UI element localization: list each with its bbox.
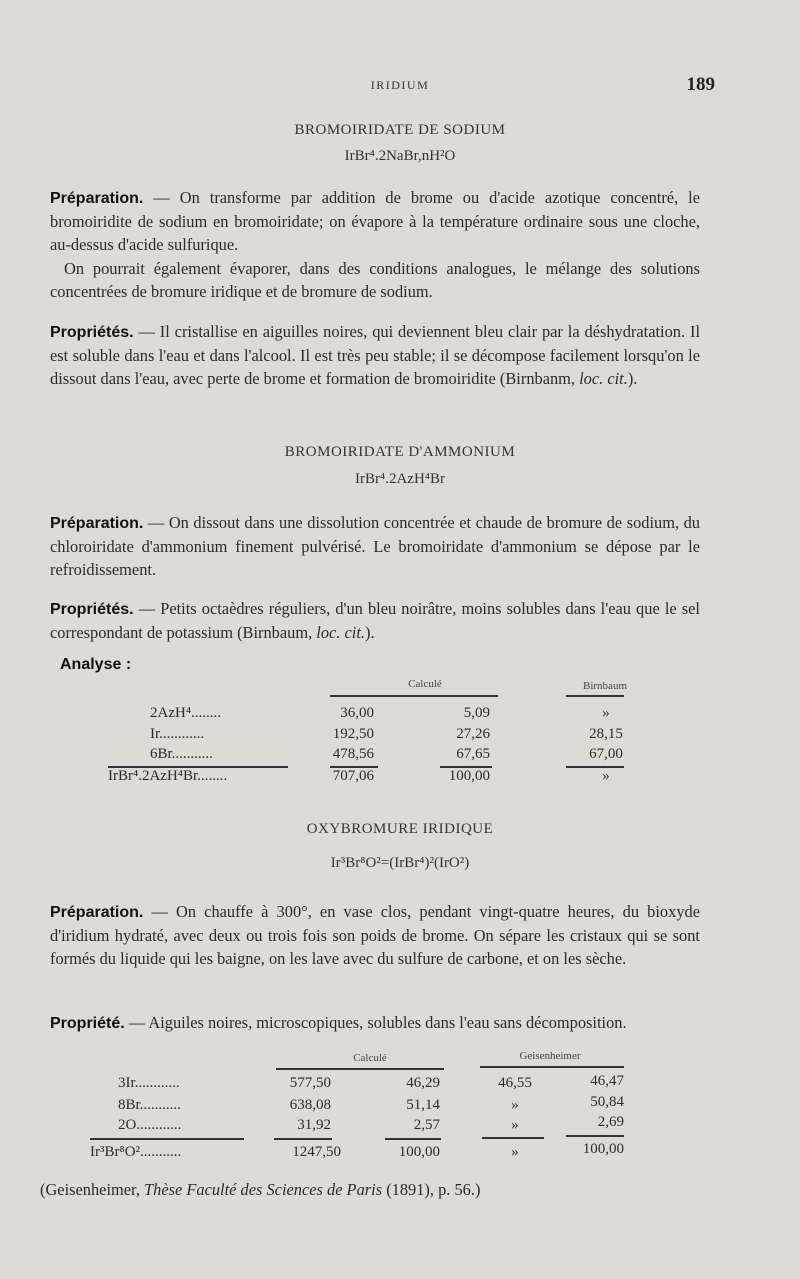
table-cell: 2,57 — [413, 1117, 440, 1133]
total-rule — [274, 1138, 332, 1140]
table-head-calcule: Calculé — [353, 1052, 387, 1064]
table-cell: 46,55 — [498, 1075, 532, 1091]
citation-thesis-title: Thèse Faculté des Sciences de Paris — [144, 1180, 383, 1199]
properties-paragraph-ammonium — [50, 597, 700, 644]
preparation-paragraph-ammonium — [50, 511, 700, 581]
preparation-text: — On dissout dans une dissolution concentrée et chaude de bromure de sodium, du chloroiridate d'ammonium finement pulvérisé. Le bromoiridate d'ammonium se dépose par le refroidissement. — [50, 513, 700, 579]
table-cell: 2,69 — [597, 1114, 624, 1130]
table-cell: 1247,50 — [292, 1144, 341, 1160]
running-header: IRIDIUM — [370, 78, 430, 92]
table-row-label: 2AzH⁴........ — [150, 705, 222, 721]
table-cell: 707,06 — [332, 768, 374, 784]
table-cell: 577,50 — [289, 1075, 331, 1091]
preparation-label: Préparation. — [50, 515, 144, 532]
table-cell: 5,09 — [463, 705, 490, 721]
table-cell: 51,14 — [406, 1097, 440, 1113]
table-row-label: 6Br........... — [150, 746, 213, 762]
table-cell: 192,50 — [332, 726, 374, 742]
properties-label: Propriétés. — [50, 601, 134, 618]
table-head-birnbaum: Birnbaum — [583, 680, 627, 692]
preparation-paragraph-oxybromure — [50, 900, 700, 970]
table-cell: » — [511, 1144, 519, 1160]
property-label: Propriété. — [50, 1015, 125, 1032]
total-rule — [482, 1137, 544, 1139]
table-cell: 100,00 — [448, 768, 490, 784]
table-cell: 638,08 — [289, 1097, 331, 1113]
table-cell: 36,00 — [340, 705, 374, 721]
table-cell: 31,92 — [297, 1117, 331, 1133]
preparation-label: Préparation. — [50, 190, 144, 207]
properties-text: — Il cristallise en aiguilles noires, qui deviennent bleu clair par la déshydratation. Il est soluble dans l'eau et dans l'alcool. Il est très peu stable; il se décompose facilement lorsqu'on le dissout dans l'eau, avec perte de brome et formation de bromoiridite (Birnbanm, — [50, 322, 700, 388]
table-cell: 100,00 — [398, 1144, 440, 1160]
table-row-label: 8Br........... — [118, 1097, 181, 1113]
table-row-label: 2O............ — [118, 1117, 182, 1133]
table-cell: 46,29 — [406, 1075, 440, 1091]
property-paragraph-oxybromure — [50, 1011, 700, 1035]
table-cell: » — [511, 1117, 519, 1133]
citation-close: (1891), p. 56.) — [382, 1180, 481, 1199]
preparation-text-2: On pourrait également évaporer, dans des conditions analogues, le mélange des solutions concentrées de bromure iridique et de bromure de sodium. — [50, 259, 700, 301]
properties-end: ). — [627, 369, 638, 388]
formula-sodium: IrBr⁴.2NaBr,nH²O — [344, 148, 456, 164]
table-head-calcule: Calculé — [408, 678, 442, 690]
table-cell: » — [511, 1097, 519, 1113]
table-cell: 100,00 — [582, 1141, 624, 1157]
total-rule — [385, 1138, 441, 1140]
formula-oxybromure: Ir³Br⁸O²=(IrBr⁴)²(IrO²) — [330, 855, 470, 871]
table-cell: 67,65 — [456, 746, 490, 762]
properties-label: Propriétés. — [50, 324, 134, 341]
page-number: 189 — [686, 74, 715, 95]
footnote-citation — [40, 1178, 690, 1201]
table-total-label: Ir³Br⁸O²........... — [90, 1144, 182, 1160]
brace-calcule — [276, 1068, 444, 1070]
table-row-label: Ir............ — [150, 726, 205, 742]
table-cell: 27,26 — [456, 726, 490, 742]
brace-geisenheimer — [480, 1066, 624, 1068]
analyse-label: Analyse : — [60, 656, 132, 673]
properties-paragraph-sodium — [50, 320, 700, 390]
preparation-text: — On chauffe à 300°, en vase clos, pendant vingt-quatre heures, du bioxyde d'iridium hydraté, avec deux ou trois fois son poids de brome. On sépare les cristaux qui se sont formés du liquide qui les baigne, on les lave avec du sulfure de carbone, et on les sèche. — [50, 902, 700, 968]
total-rule — [566, 1135, 624, 1137]
section-title-ammonium: BROMOIRIDATE D'AMMONIUM — [284, 444, 516, 460]
table-cell: » — [602, 705, 610, 721]
citation-open: (Geisenheimer, — [40, 1180, 145, 1199]
table-row-label: 3Ir............ — [118, 1075, 180, 1091]
reference-loc-cit: loc. cit. — [579, 369, 628, 388]
section-title-oxybromure: OXYBROMURE IRIDIQUE — [306, 821, 494, 837]
table-cell: 478,56 — [332, 746, 374, 762]
properties-text: — Petits octaèdres réguliers, d'un bleu noirâtre, moins solubles dans l'eau que le sel correspondant de potassium (Birnbaum, — [50, 599, 700, 642]
table-cell: 46,47 — [590, 1073, 624, 1089]
preparation-text: — On transforme par addition de brome ou d'acide azotique concentré, le bromoiridite de sodium en bromoiridate; on évapore à la température ordinaire sous une cloche, au-dessus d'acide sulfurique. — [50, 188, 700, 254]
preparation-paragraph-sodium-2 — [50, 257, 700, 303]
preparation-paragraph-sodium — [50, 186, 700, 256]
total-rule — [90, 1138, 244, 1140]
section-title-sodium: BROMOIRIDATE DE SODIUM — [294, 122, 506, 138]
brace-calcule — [330, 695, 498, 697]
table-cell: 28,15 — [589, 726, 623, 742]
table-cell: 50,84 — [590, 1094, 624, 1110]
table-cell: 67,00 — [589, 746, 623, 762]
brace-birnbaum — [566, 695, 624, 697]
preparation-label: Préparation. — [50, 904, 144, 921]
table-head-geisenheimer: Geisenheimer — [519, 1050, 581, 1062]
table-total-label: IrBr⁴.2AzH⁴Br........ — [108, 768, 228, 784]
table-cell: » — [602, 768, 610, 784]
property-text: — Aiguiles noires, microscopiques, solubles dans l'eau sans décomposition. — [124, 1013, 627, 1032]
reference-loc-cit: loc. cit. — [316, 623, 365, 642]
formula-ammonium: IrBr⁴.2AzH⁴Br — [354, 471, 446, 487]
properties-end: ). — [365, 623, 375, 642]
